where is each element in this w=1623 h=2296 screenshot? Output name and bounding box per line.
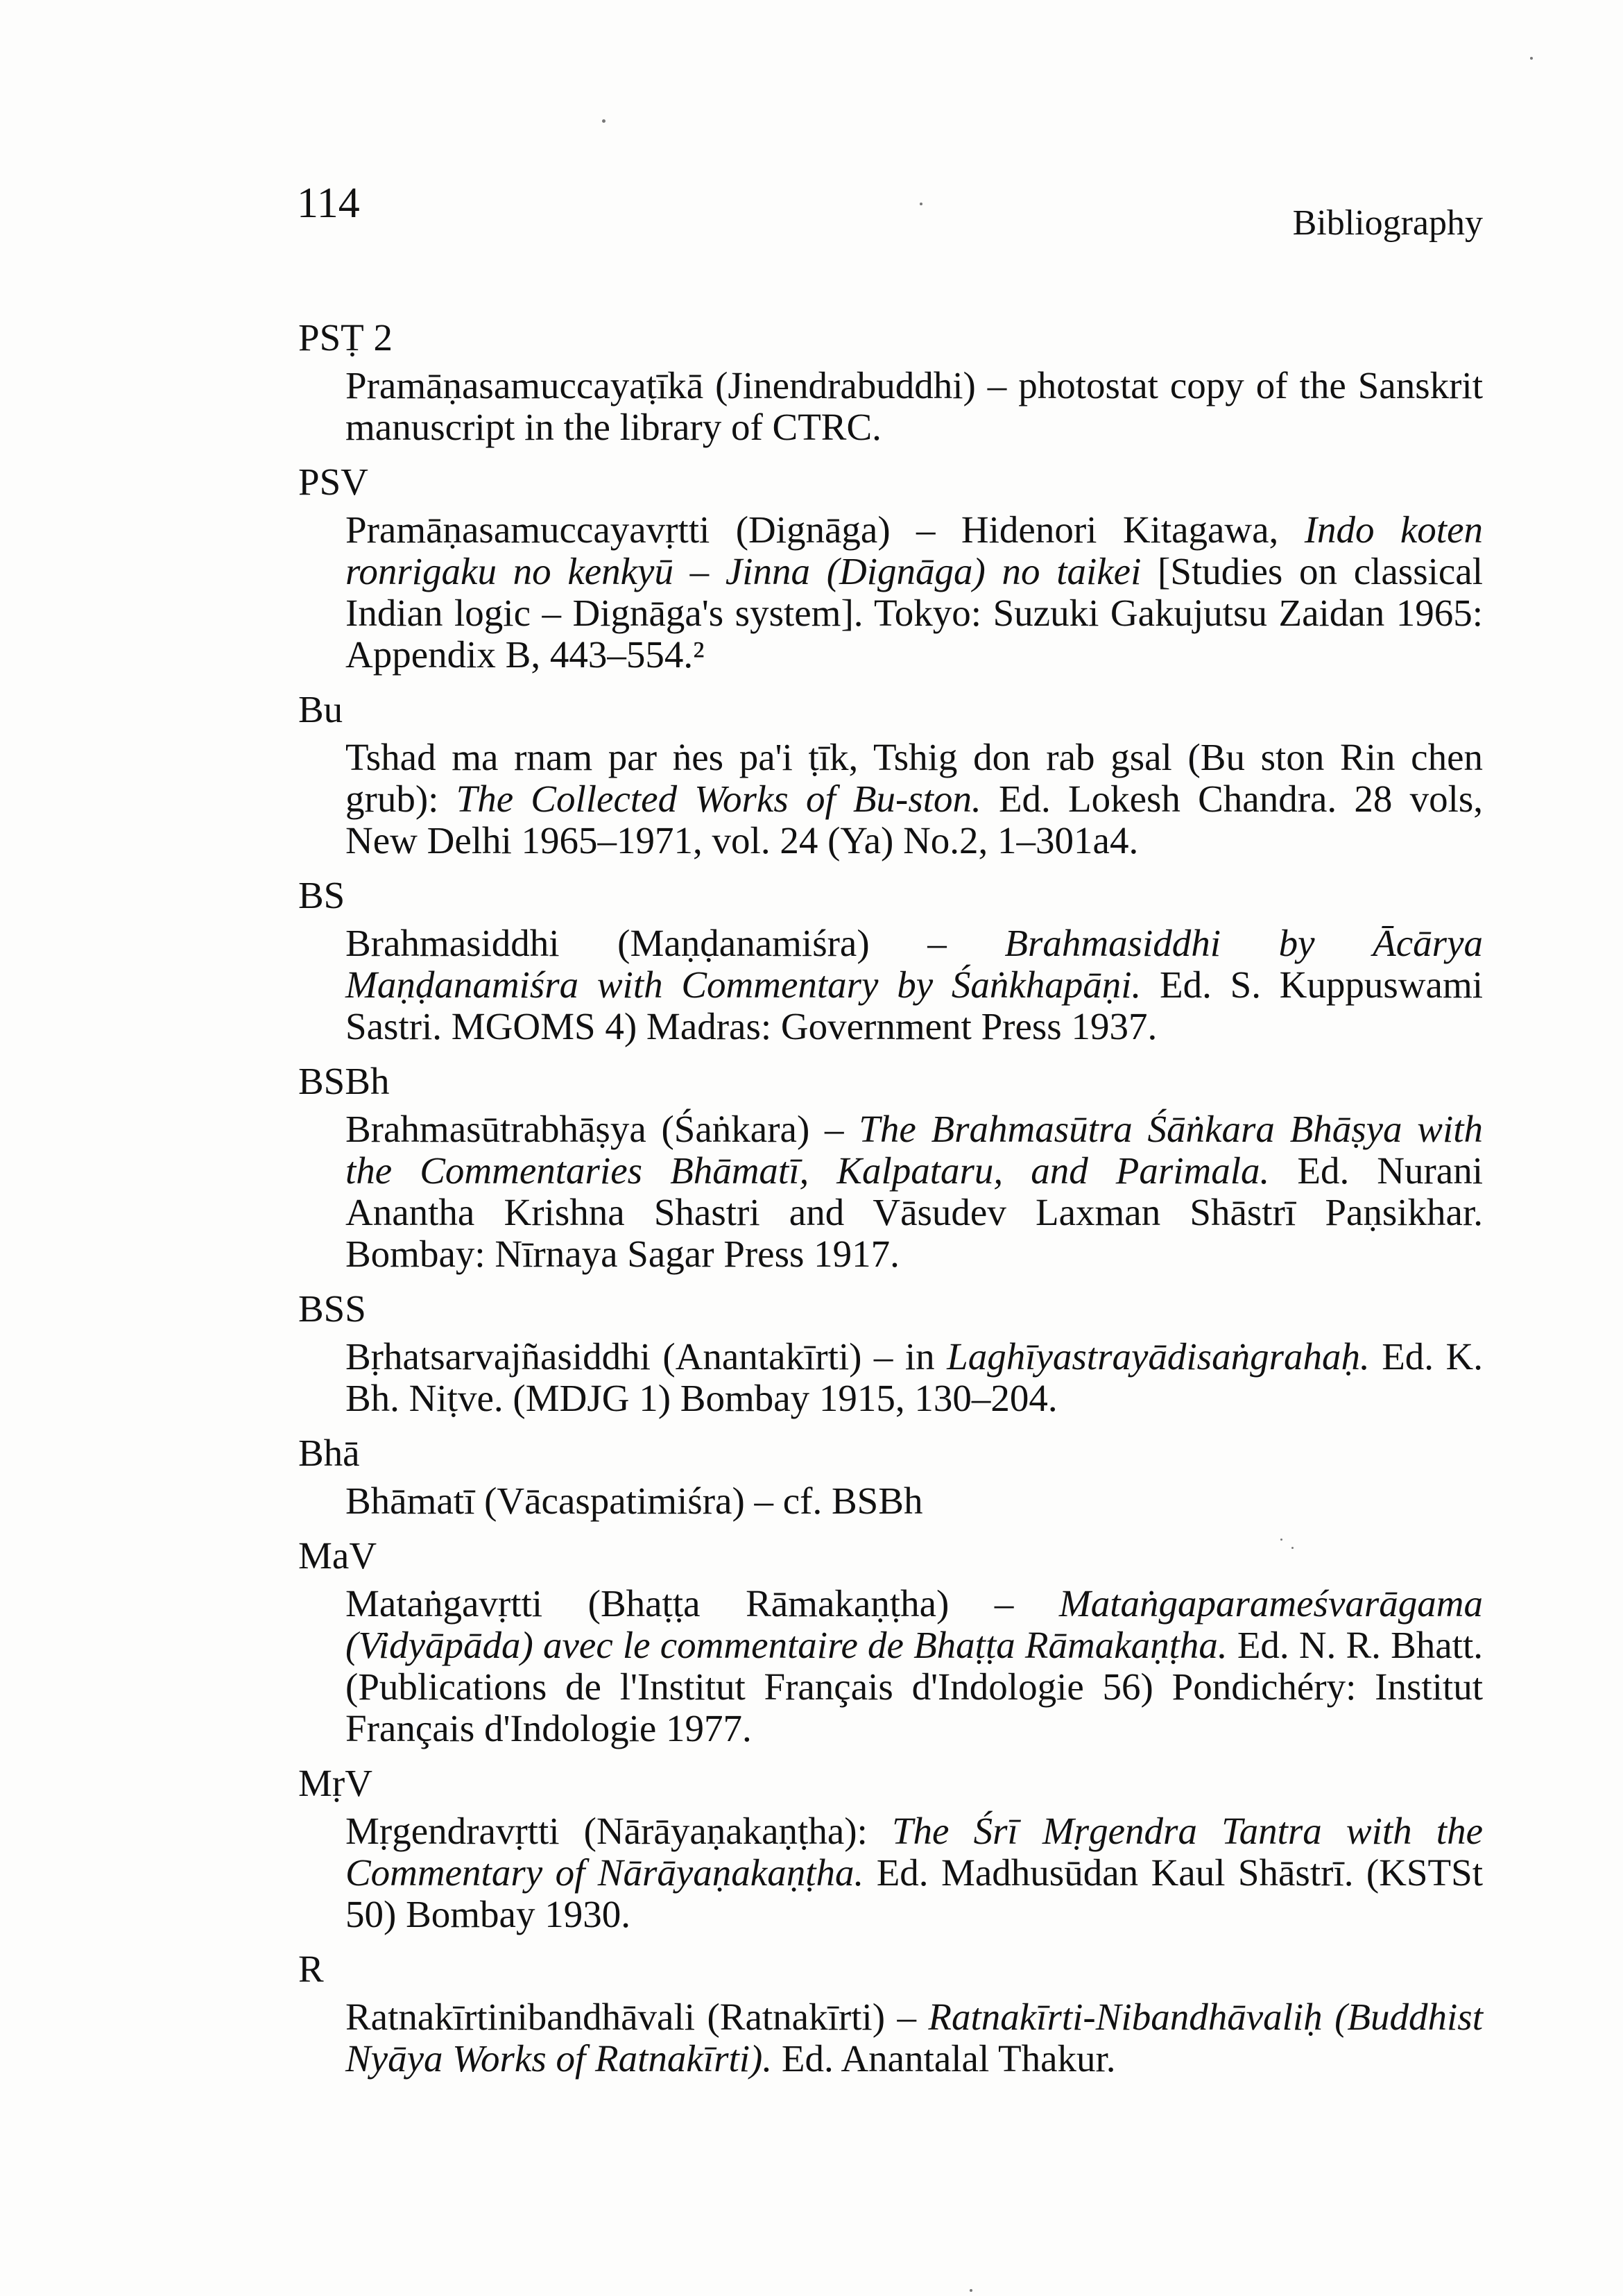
entry-text: Ed. Lokesh Chandra. 28 vols, New Delhi 1965–1971, vol. 24 (Ya) No.2, 1–301a4.	[345, 778, 1484, 862]
entry-text: Brahmasiddhi (Maṇḍanamiśra) –	[345, 922, 1005, 964]
entry-abbreviation: PSṬ 2	[298, 316, 393, 359]
entry-text: Mataṅgavṛtti (Bhaṭṭa Rāmakaṇṭha) –	[345, 1582, 1059, 1625]
bibliography-entry	[297, 1945, 1483, 2080]
entry-abbreviation: Bhā	[298, 1432, 360, 1474]
entry-description	[345, 365, 1483, 448]
entry-title-italic: Indo koten ronrigaku no kenkyū – Jinna (Dignāga) no taikei	[345, 508, 1483, 592]
entry-text: Ed. S. Kuppuswami Sastri. MGOMS 4) Madras: Government Press 1937.	[345, 963, 1483, 1047]
entry-text: Ed. K. Bh. Niṭve. (MDJG 1) Bombay 1915, 130–204.	[345, 1335, 1483, 1419]
entry-abbreviation: BSS	[298, 1287, 366, 1330]
entry-title-italic: The Collected Works of Bu-ston.	[456, 778, 981, 820]
entry-text: Ed. Anantalal Thakur.	[772, 2037, 1116, 2080]
entry-description	[345, 1108, 1483, 1275]
entry-title-italic: The Śrī Mṛgendra Tantra with the Commentary of Nārāyaṇakaṇṭha.	[345, 1810, 1483, 1894]
entry-title-italic: Laghīyastrayādisaṅgrahaḥ.	[947, 1335, 1370, 1378]
entry-text: Tshad ma rnam par ṅes pa'i ṭīk, Tshig don rab gsal (Bu ston Rin chen grub):	[345, 736, 1483, 820]
entry-title-italic: Brahmasiddhi by Ācārya Maṇḍanamiśra with Commentary by Śaṅkhapāṇi.	[345, 922, 1483, 1006]
entry-abbreviation: BS	[298, 874, 345, 916]
entry-text: Bhāmatī (Vācaspatimiśra) – cf. BSBh	[345, 1480, 923, 1522]
entry-text: [Studies on classical Indian logic – Dignāga's system]. Tokyo: Suzuki Gakujutsu Zaidan 1965: Appendix B, 443–554.²	[345, 550, 1483, 676]
entry-description	[345, 509, 1483, 676]
entry-text: Pramāṇasamuccayavṛtti (Dignāga) – Hidenori Kitagawa,	[345, 508, 1305, 551]
bibliography-entry	[297, 1285, 1483, 1419]
entry-text: Bṛhatsarvajñasiddhi (Anantakīrti) – in	[345, 1335, 947, 1378]
page-number: 114	[297, 180, 360, 227]
entry-abbreviation: MaV	[298, 1534, 377, 1577]
entry-description	[345, 1810, 1483, 1935]
scan-speck	[1280, 1539, 1282, 1541]
entry-text: Ratnakīrtinibandhāvali (Ratnakīrti) –	[345, 1996, 929, 2038]
scan-speck	[970, 2289, 972, 2292]
entry-abbreviation: R	[298, 1948, 324, 1990]
entry-text: Pramāṇasamuccayaṭīkā (Jinendrabuddhi) – photostat copy of the Sanskrit manuscript in the library of CTRC.	[345, 364, 1483, 448]
entry-description	[345, 1583, 1483, 1749]
entry-title-italic: Mataṅgaparameśvarāgama (Vidyāpāda) avec le commentaire de Bhaṭṭa Rāmakaṇṭha.	[345, 1582, 1483, 1666]
bibliography-entry	[297, 458, 1483, 676]
entry-text: Ed. Nurani Anantha Krishna Shastri and Vāsudev Laxman Shāstrī Paṇsikhar. Bombay: Nīrnaya Sagar Press 1917.	[345, 1149, 1483, 1275]
entry-text: Ed. Madhusūdan Kaul Shāstrī. (KSTSt 50) Bombay 1930.	[345, 1851, 1483, 1935]
scan-speck	[1291, 1547, 1294, 1549]
entry-abbreviation: Bu	[298, 688, 343, 730]
entry-title-italic: Ratnakīrti-Nibandhāvaliḥ (Buddhist Nyāya Works of Ratnakīrti).	[345, 1996, 1483, 2080]
bibliography-entry	[297, 871, 1483, 1047]
bibliography-entry	[297, 1532, 1483, 1749]
entry-abbreviation: BSBh	[298, 1060, 390, 1102]
running-head: Bibliography	[1292, 203, 1483, 243]
entry-description	[345, 737, 1483, 862]
entry-description	[345, 923, 1483, 1047]
bibliography-entry	[297, 1759, 1483, 1935]
entry-abbreviation: MṛV	[298, 1762, 372, 1804]
entry-text: Mṛgendravṛtti (Nārāyaṇakaṇṭha):	[345, 1810, 892, 1852]
bibliography-entry	[297, 1057, 1483, 1275]
entry-text: Ed. N. R. Bhatt. (Publications de l'Institut Français d'Indologie 56) Pondichéry: Institut Français d'Indologie 1977.	[345, 1624, 1483, 1749]
scan-speck	[602, 119, 606, 123]
entry-description	[345, 1336, 1483, 1419]
bibliography-entry	[297, 685, 1483, 862]
bibliography-entry	[297, 1429, 1483, 1522]
scan-speck	[1530, 57, 1533, 60]
scan-speck	[920, 203, 922, 205]
entry-text: Brahmasūtrabhāṣya (Śaṅkara) –	[345, 1108, 859, 1150]
bibliography-entry	[297, 314, 1483, 448]
bibliography-list	[297, 314, 1483, 2089]
entry-abbreviation: PSV	[298, 461, 368, 503]
entry-title-italic: The Brahmasūtra Śāṅkara Bhāṣya with the Commentaries Bhāmatī, Kalpataru, and Parimala.	[345, 1108, 1484, 1192]
entry-description	[345, 1480, 1483, 1522]
entry-description	[345, 1996, 1483, 2080]
